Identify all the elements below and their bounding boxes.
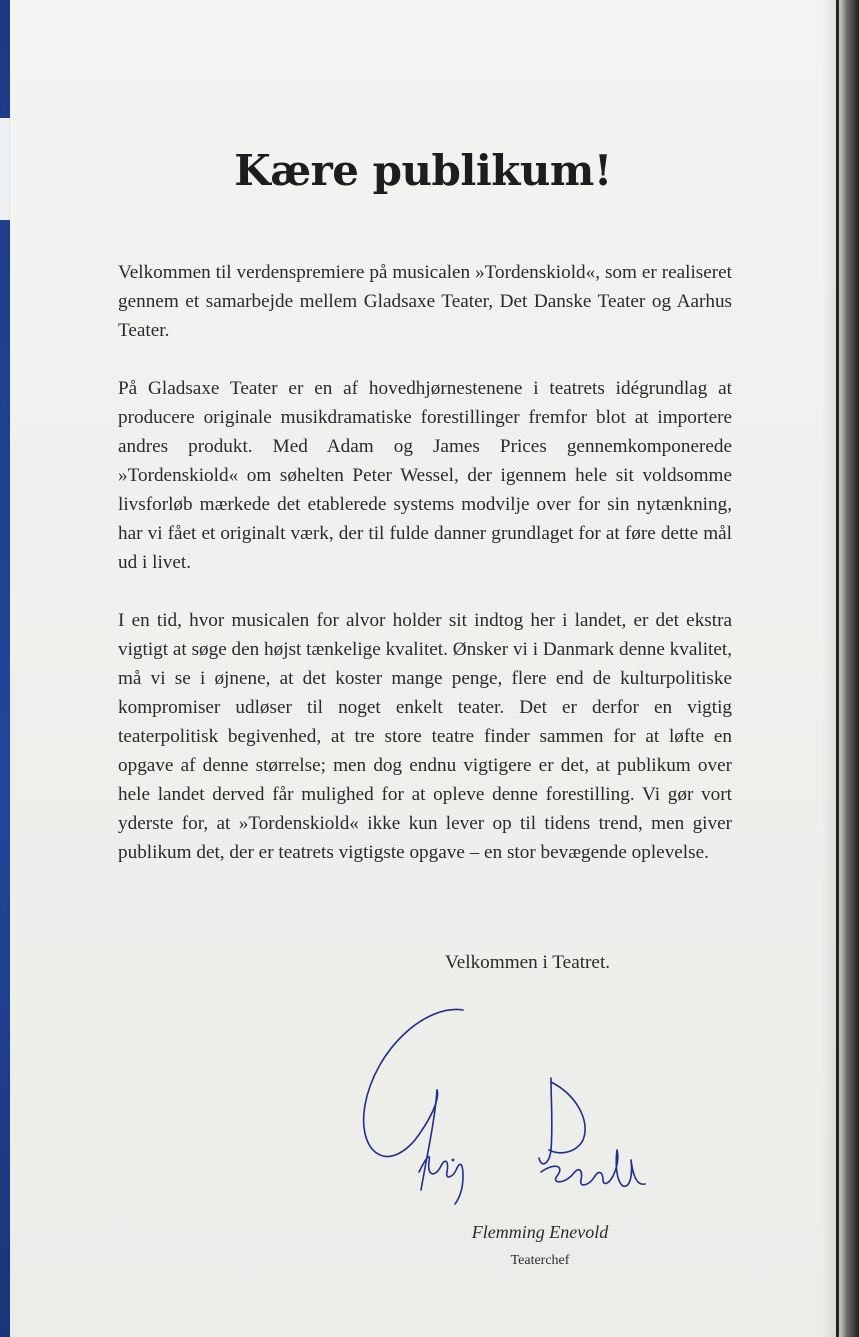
letter-title: Kære publikum! xyxy=(234,146,612,195)
signer-title: Teaterchef xyxy=(510,1253,570,1268)
closing-line: Velkommen i Teatret. xyxy=(445,952,611,973)
handwritten-signature xyxy=(345,990,685,1220)
paragraph-2: På Gladsaxe Teater er en af hovedhjørnestenene i teatrets idégrundlag at producere originale musikdramatiske forestillinger fremfor blot at importere andres produkt. Med Adam og James Prices gennemkomponerede »Tordenskiold« om søhelten Peter Wessel, der igennem hele sit voldsomme livsforløb mærkede det etablerede systems modvilje over for sin nytænkning, har vi fået et originalt værk, der til fulde danner grundlaget for at føre dette mål ud i livet. xyxy=(118,378,732,573)
paragraph-1: Velkommen til verdenspremiere på musicalen »Tordenskiold«, som er realiseret gennem et samarbejde mellem Gladsaxe Teater, Det Danske Teater og Aarhus Teater. xyxy=(118,262,732,341)
paragraph-3: I en tid, hvor musicalen for alvor holder sit indtog her i landet, er det ekstra vigtigt at søge den højst tænkelige kvalitet. Ønsker vi i Danmark denne kvalitet, må vi se i øjnene, at det koster mange penge, flere end de kulturpolitiske kompromiser udløser til noget enkelt teater. Det er derfor en vigtig teaterpolitisk begivenhed, at tre store teatre finder sammen for at løfte en opgave af denne størrelse; men dog endnu vigtigere er det, at publikum over hele landet derved får mulighed for at opleve denne forestilling. Vi gør vort yderste for, at »Tordenskiold« ikke kun lever op til tidens trend, men giver publikum det, der er teatrets vigtigste opgave – en stor bevægende oplevelse. xyxy=(118,610,732,863)
right-page-edge xyxy=(839,0,859,1337)
letter-page xyxy=(10,0,836,1337)
letter-body xyxy=(118,258,732,896)
signer-name: Flemming Enevold xyxy=(471,1222,609,1242)
